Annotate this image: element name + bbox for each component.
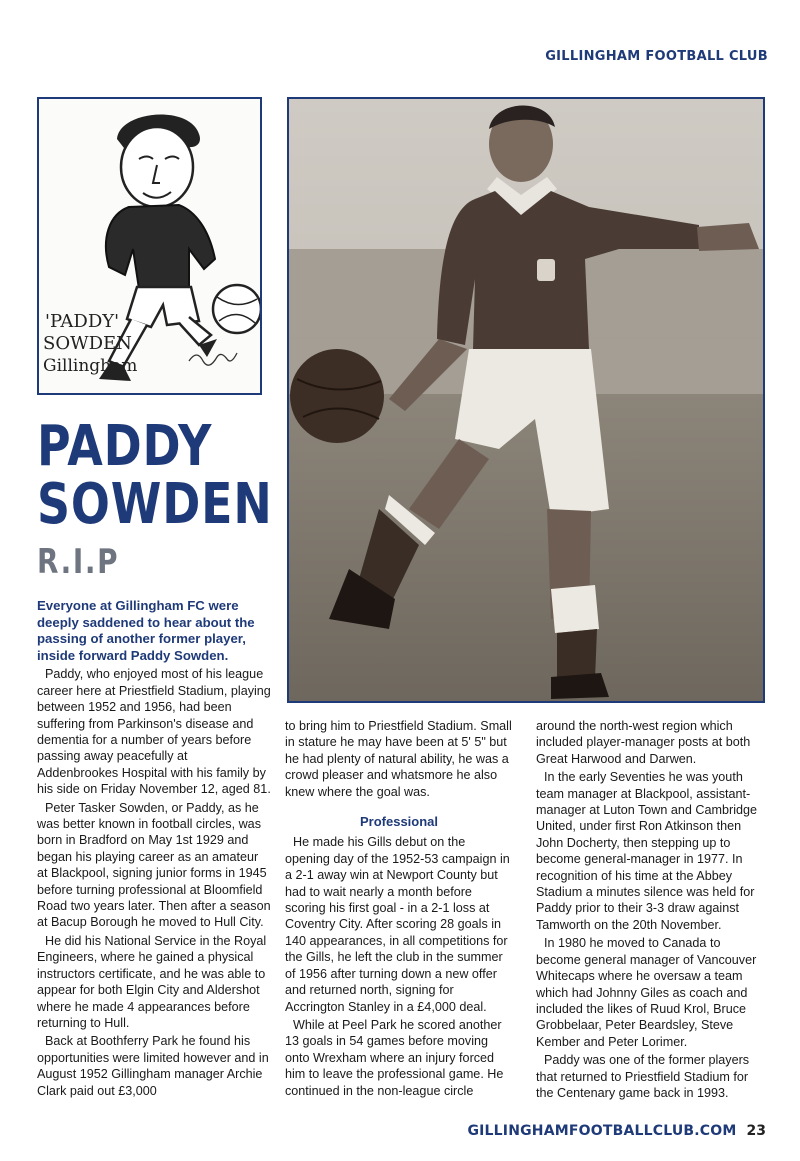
article-paragraph: While at Peel Park he scored another 13 goals in 54 games before moving onto Wrexham where an injury forced him to leave the professional game. He continued in the non-league circle <box>285 1017 504 1098</box>
article-paragraph: Paddy was one of the former players that returned to Priestfield Stadium for the Centenary game back in 1993. <box>536 1053 750 1100</box>
footer-website: GILLINGHAMFOOTBALLCLUB.COM <box>467 1123 737 1139</box>
player-photo-image <box>289 99 763 701</box>
cartoon-caption-3: Gillingham <box>43 356 138 376</box>
article-paragraph: Peter Tasker Sowden, or Paddy, as he was better known in football circles, was born in Bradford on May 1st 1929 and began his playing career as an amateur at Blackpool, signing junior forms in 1945 before turning professional at Bloomfield Road two years later. Then after a season at Bacup Borough he moved to Hull City. <box>37 800 271 930</box>
article-paragraph: to bring him to Priestfield Stadium. Small in stature he may have been at 5' 5" but he had plenty of natural ability, he was a crowd pleaser and whatsmore he also knew where the goal was. <box>285 719 512 799</box>
article-paragraph: In the early Seventies he was youth team manager at Blackpool, assistant-manager at Luton Town and Cambridge United, under first Ron Atkinson then John Docherty, then stepping up to become general-manager in 1977. In recognition of his time at the Abbey Stadium a minutes silence was held for Paddy prior to their 3-3 draw against Tamworth on the 20th November. <box>536 770 757 932</box>
club-header: GILLINGHAM FOOTBALL CLUB <box>545 49 768 64</box>
headline-line-1: PADDY <box>37 414 213 479</box>
headline-rip: R.I.P <box>37 542 120 582</box>
headline-line-2: SOWDEN <box>37 472 273 537</box>
page-number: 23 <box>746 1123 766 1139</box>
article-paragraph: Paddy, who enjoyed most of his league career here at Priestfield Stadium, playing between 1952 and 1956, had been suffering from Parkinson's disease and dementia for a number of years before passing away peacefully at Addenbrookes Hospital with his family by his side on Friday November 12, aged 81. <box>37 667 271 797</box>
article-intro: Everyone at Gillingham FC were deeply saddened to hear about the passing of another former player, inside forward Paddy Sowden. <box>37 598 255 663</box>
section-subhead: Professional <box>359 814 439 830</box>
player-photo <box>287 97 765 703</box>
page-footer <box>467 1123 766 1139</box>
article-paragraph: Back at Boothferry Park he found his opportunities were limited however and in August 1952 Gillingham manager Archie Clark paid out £3,000 <box>37 1034 269 1098</box>
article-paragraph: In 1980 he moved to Canada to become general manager of Vancouver Whitecaps where he oversaw a team which had Johnny Giles as coach and included the likes of Ruud Krol, Bruce Grobbelaar, Peter Beardsley, Steve Kember and Peter Lorimer. <box>536 936 757 1049</box>
cartoon-illustration <box>37 97 262 395</box>
article-paragraph: He did his National Service in the Royal Engineers, where he gained a physical instructors certificate, and he was able to appear for both Elgin City and Aldershot where he made 4 appearances before returning to Hull. <box>37 933 267 1030</box>
article-column-1 <box>37 598 271 1101</box>
article-paragraph: He made his Gills debut on the opening day of the 1952-53 campaign in a 2-1 away win at Newport County but had to wait nearly a month before scoring his first goal - in a 2-1 loss at Coventry City. After scoring 28 goals in 140 appearances, in all competitions for the Gills, he left the club in the summer of 1956 after turning down a new offer and returned north, signing for Accrington Stanley in a £4,000 deal. <box>285 835 510 1014</box>
cartoon-caption-2: SOWDEN <box>43 333 132 354</box>
article-column-2 <box>285 718 513 1101</box>
cartoon-caption-1: 'PADDY' <box>45 311 120 332</box>
article-column-3 <box>536 718 768 1103</box>
article-paragraph: around the north-west region which included player-manager posts at both Great Harwood and Darwen. <box>536 719 751 766</box>
cartoon-drawing <box>39 99 260 393</box>
headline <box>37 414 273 537</box>
